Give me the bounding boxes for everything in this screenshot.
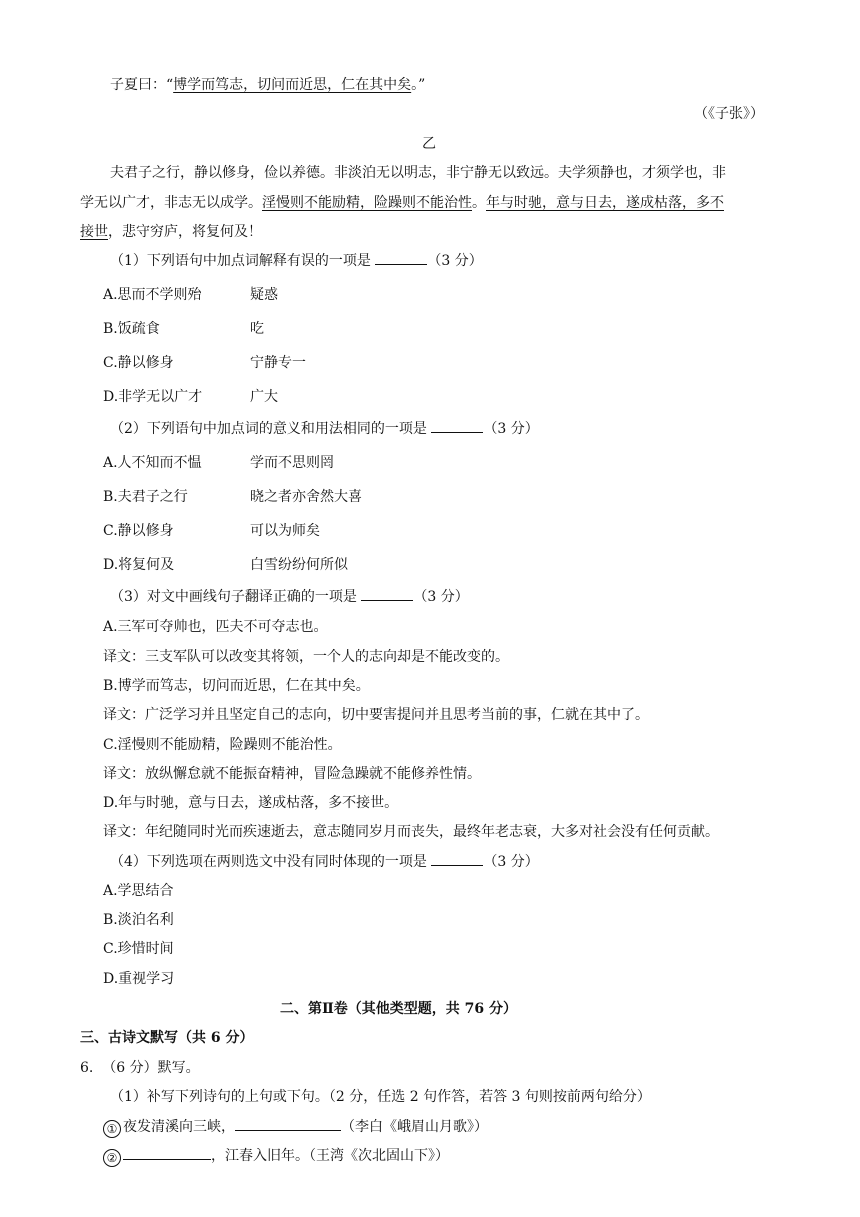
passage-yi-underlined-1: 淫慢则不能励精，险躁则不能治性 [262, 195, 472, 211]
option-sentence: B.夫君子之行 [103, 489, 188, 505]
passage-jia-quote [110, 74, 425, 94]
option-sentence: D.非学无以广才 [103, 389, 203, 405]
option-sentence: B.饭疏食 [103, 321, 160, 337]
passage-yi-underlined-3: 接世 [80, 224, 108, 240]
item-2-given: ，江春入旧年。（王湾《次北固山下》） [211, 1148, 449, 1164]
q2-score: （3 分） [483, 421, 539, 437]
option-meaning: 疑惑 [250, 287, 278, 303]
passage-yi-line-2 [80, 192, 724, 212]
option-sentence: D.将复何及 [103, 557, 175, 573]
passage-yi-title: 乙 [422, 136, 436, 152]
passage-yi-text: ，悲守穷庐，将复何及！ [108, 224, 262, 240]
item-2-answer-blank[interactable] [123, 1145, 211, 1160]
passage-yi-line-3 [80, 221, 262, 241]
passage-jia-prefix: 子夏曰：“ [110, 77, 174, 93]
option-sentence: A.思而不学则殆 [103, 287, 202, 303]
option-compare: 白雪纷纷何所似 [250, 557, 348, 573]
q4-stem [110, 851, 539, 871]
q2-stem [110, 418, 539, 438]
option-sentence: C.静以修身 [103, 523, 174, 539]
q1-stem-text: （1）下列语句中加点词解释有误的一项是 [110, 253, 371, 269]
q6-text: （6 分）默写。 [102, 1060, 200, 1076]
item-2-marker: ② [103, 1149, 121, 1167]
q1-stem [110, 250, 483, 270]
q1-score: （3 分） [427, 253, 483, 269]
item-1-marker: ① [103, 1120, 121, 1138]
q2-stem-text: （2）下列语句中加点词的意义和用法相同的一项是 [110, 421, 427, 437]
q6-item-2 [103, 1145, 449, 1167]
item-1-answer-blank[interactable] [235, 1116, 341, 1131]
passage-jia-source: （《子张》） [694, 106, 764, 122]
option-compare: 晓之者亦舍然大喜 [250, 489, 362, 505]
q6-header [80, 1057, 200, 1077]
q2-answer-blank[interactable] [431, 418, 483, 433]
q4-option-a: A.学思结合 [103, 883, 174, 899]
passage-yi-underlined-2: 年与时驰，意与日去，遂成枯落，多不 [486, 195, 724, 211]
q1-answer-blank[interactable] [375, 250, 427, 265]
q3-translation-d: 译文：年纪随同时光而疾速逝去，意志随同岁月而丧失，最终年老志衰，大多对社会没有任何贡献。 [103, 824, 719, 840]
option-compare: 学而不思则罔 [250, 455, 334, 471]
q4-score: （3 分） [483, 854, 539, 870]
q4-answer-blank[interactable] [431, 851, 483, 866]
q3-stem [110, 586, 469, 606]
q4-stem-text: （4）下列选项在两则选文中没有同时体现的一项是 [110, 854, 427, 870]
passage-jia-underlined: 博学而笃志，切问而近思，仁在其中矣 [173, 77, 412, 93]
q3-translation-c: 译文：放纵懈怠就不能振奋精神，冒险急躁就不能修养性情。 [103, 766, 481, 782]
q4-option-b: B.淡泊名利 [103, 912, 174, 928]
item-1-source: （李白《峨眉山月歌》） [341, 1119, 488, 1135]
q3-translation-a: 译文：三支军队可以改变其将领，一个人的志向却是不能改变的。 [103, 649, 509, 665]
q3-answer-blank[interactable] [361, 586, 413, 601]
passage-yi-text: 。 [472, 195, 486, 211]
section-2-title: 二、第Ⅱ卷（其他类型题，共 76 分） [280, 1001, 518, 1017]
q3-translation-b: 译文：广泛学习并且坚定自己的志向，切中要害提问并且思考当前的事，仁就在其中了。 [103, 707, 649, 723]
option-sentence: A.人不知而不愠 [103, 455, 202, 471]
q6-number: 6. [80, 1060, 94, 1076]
option-meaning: 广大 [250, 389, 278, 405]
passage-yi-text: 学无以广才，非志无以成学。 [80, 195, 262, 211]
item-1-given: 夜发清溪向三峡， [123, 1119, 235, 1135]
option-meaning: 宁静专一 [250, 355, 306, 371]
q6-sub1: （1）补写下列诗句的上句或下句。（2 分，任选 2 句作答，若答 3 句则按前两句给分） [110, 1089, 651, 1105]
option-compare: 可以为师矣 [250, 523, 320, 539]
q3-option-b: B.博学而笃志，切问而近思，仁在其中矣。 [103, 678, 370, 694]
option-sentence: C.静以修身 [103, 355, 174, 371]
section-3-title: 三、古诗文默写（共 6 分） [80, 1030, 254, 1046]
q3-option-a: A.三军可夺帅也，匹夫不可夺志也。 [103, 619, 328, 635]
q3-stem-text: （3）对文中画线句子翻译正确的一项是 [110, 589, 357, 605]
q4-option-d: D.重视学习 [103, 971, 175, 987]
q6-item-1 [103, 1116, 488, 1138]
q3-score: （3 分） [413, 589, 469, 605]
option-meaning: 吃 [250, 321, 264, 337]
q3-option-c: C.淫慢则不能励精，险躁则不能治性。 [103, 737, 342, 753]
passage-yi-line-1: 夫君子之行，静以修身，俭以养德。非淡泊无以明志，非宁静无以致远。夫学须静也，才须学也，非 [110, 165, 726, 181]
q3-option-d: D.年与时驰，意与日去，遂成枯落，多不接世。 [103, 795, 399, 811]
passage-jia-suffix: 。” [411, 77, 426, 93]
q4-option-c: C.珍惜时间 [103, 941, 174, 957]
